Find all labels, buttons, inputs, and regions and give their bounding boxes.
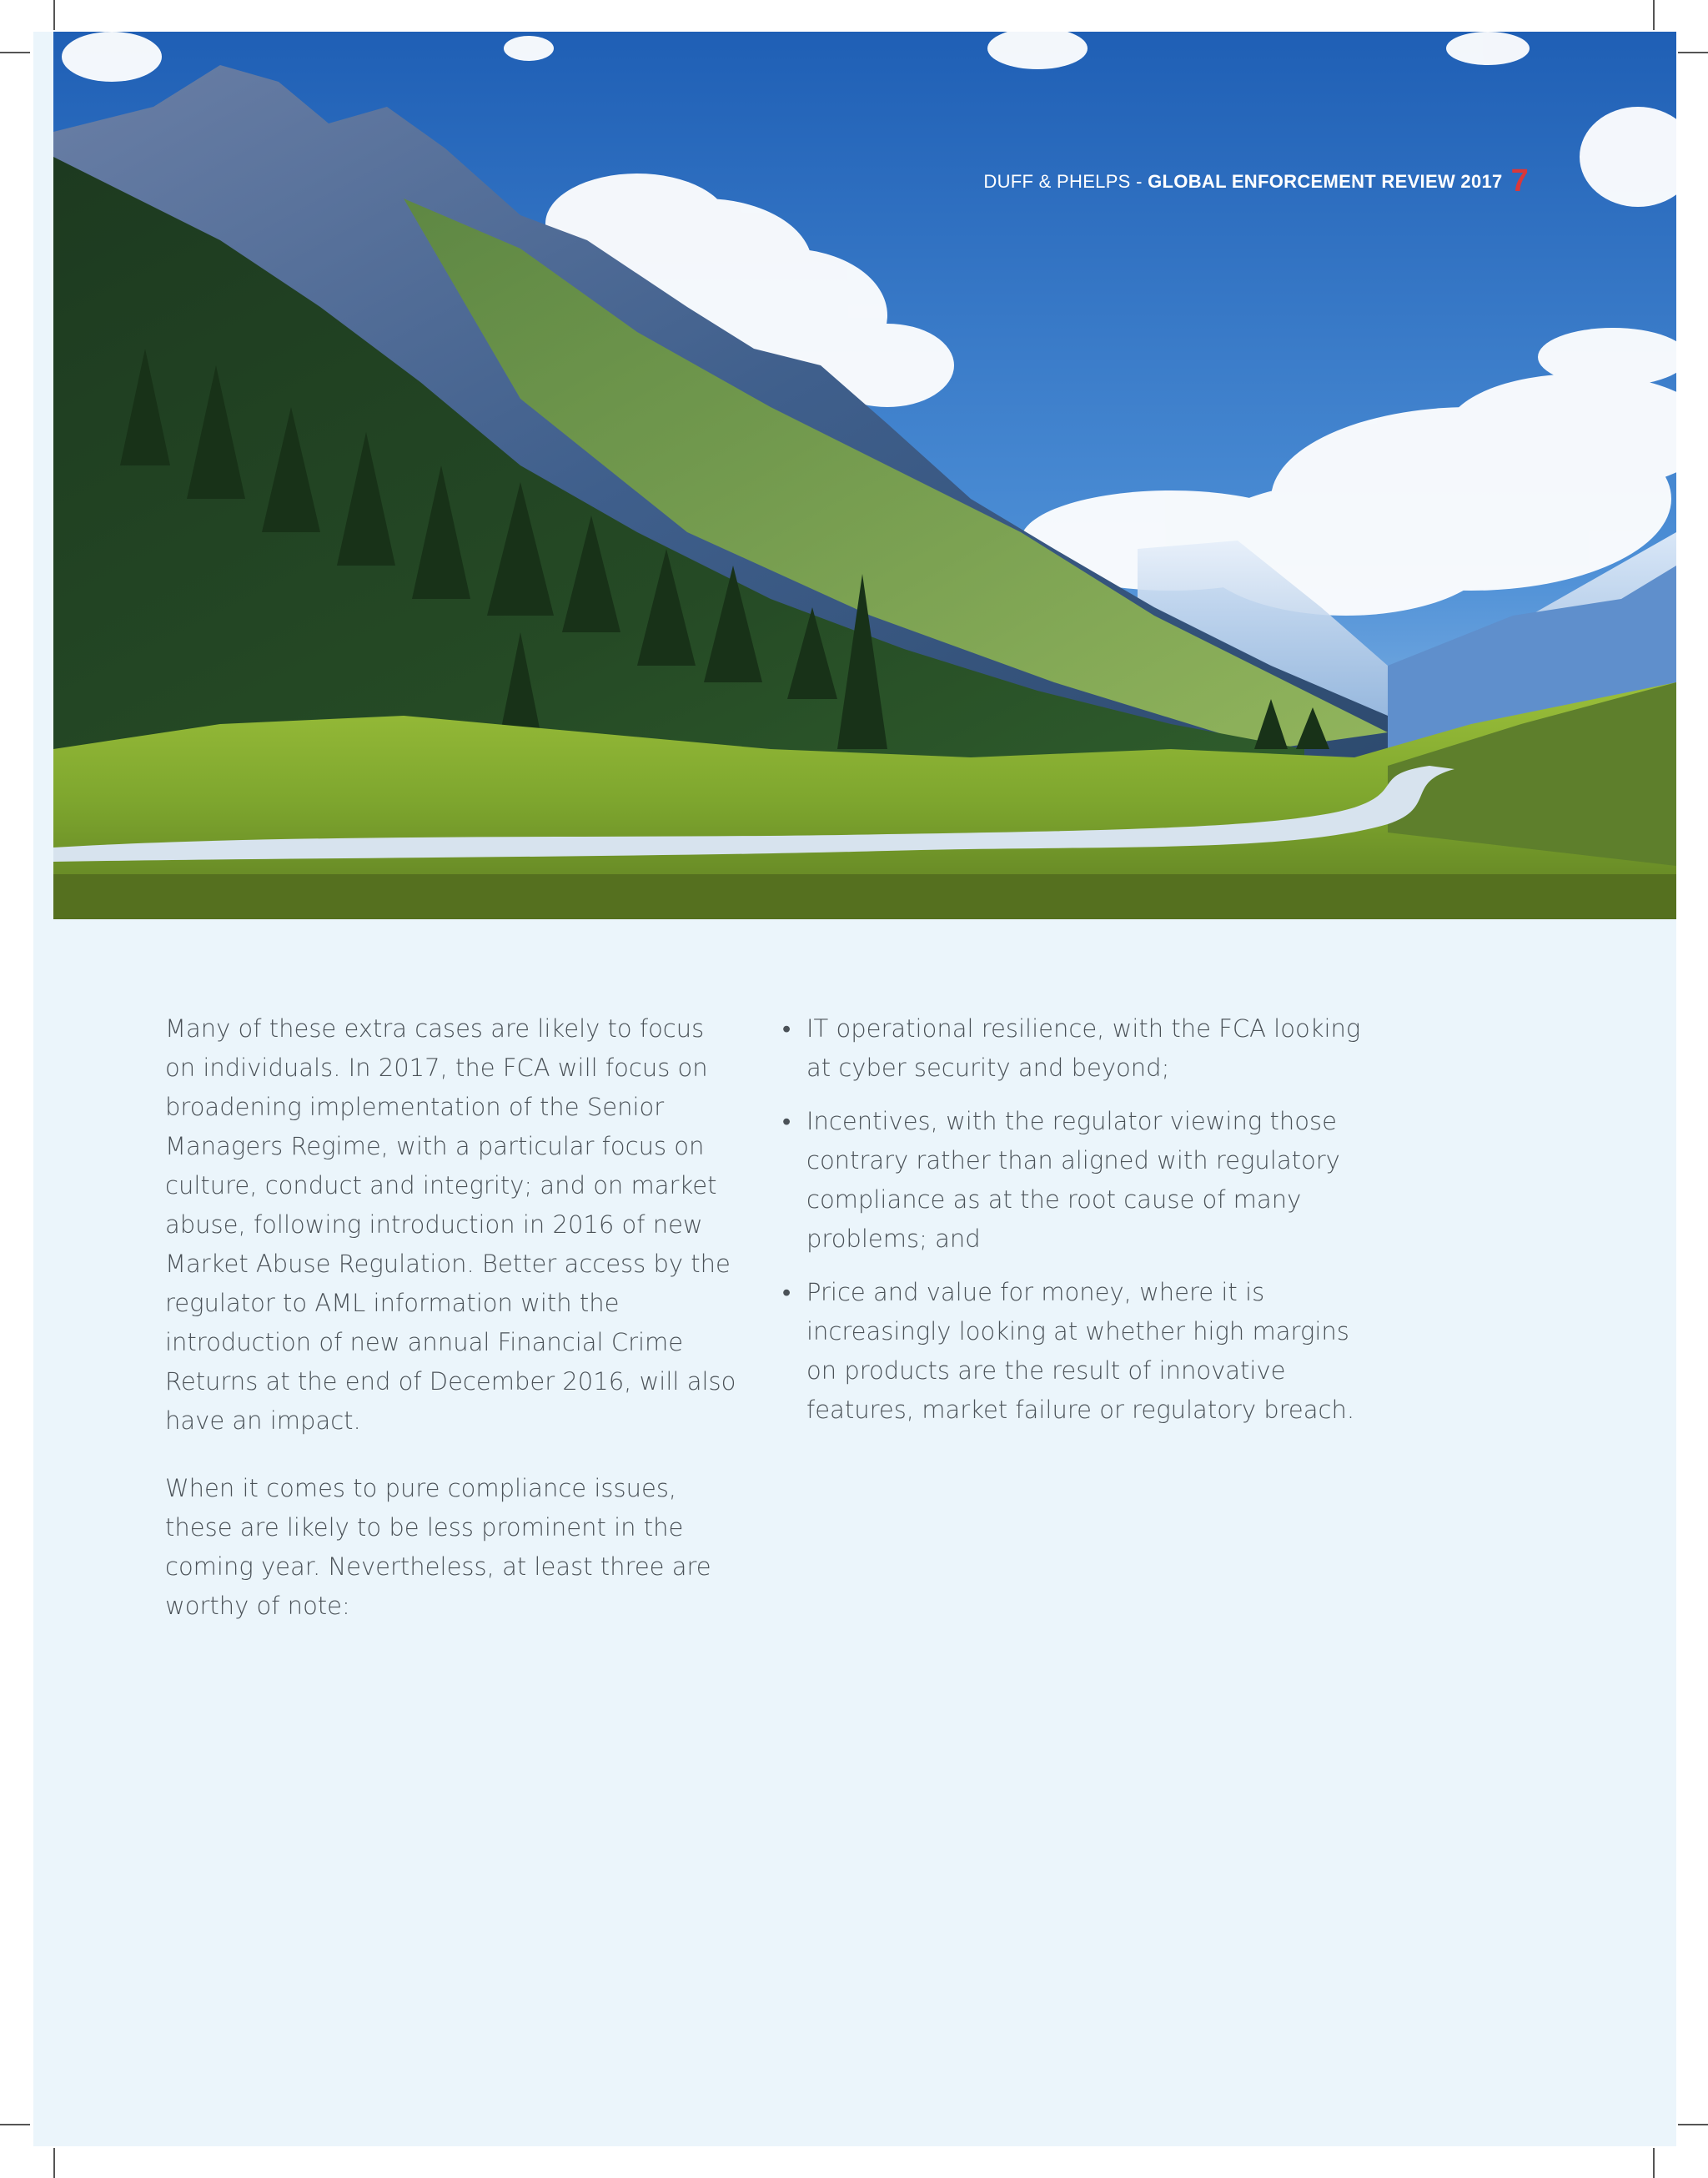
bullet-icon: • [782,1014,791,1043]
crop-mark [0,2124,30,2125]
crop-mark [1678,52,1708,53]
list-item [782,1102,1383,1259]
publication-title: GLOBAL ENFORCEMENT REVIEW 2017 [1148,171,1503,192]
crop-mark [1653,0,1655,30]
header-separator: - [1130,171,1148,192]
left-column [165,1009,741,1654]
brand-name: DUFF & PHELPS [983,171,1131,192]
page-number: 7 [1510,163,1529,199]
crop-mark [1653,2148,1655,2178]
list-item-text: Price and value for money, where it is increasingly looking at whether high margins on products are the result of innovative features, market failure or regulatory breach. [806,1278,1355,1424]
bullet-icon: • [782,1278,791,1306]
running-head [983,163,1529,199]
body-paragraph: When it comes to pure compliance issues, these are likely to be less prominent in the coming year. Nevertheless, at least three are worthy of note: [165,1474,711,1620]
crop-mark [1678,2124,1708,2125]
list-item-text: IT operational resilience, with the FCA looking at cyber security and beyond; [806,1014,1361,1082]
crop-mark [53,0,55,30]
list-item [782,1009,1383,1088]
body-paragraph: Many of these extra cases are likely to focus on individuals. In 2017, the FCA will focus on broadening implementation of the Senior Managers Regime, with a particular focus on culture, conduct and integrity; and on market abuse, following introduction in 2016 of new Market Abuse Regulation. Better access by the regulator to AML information with the introduction of new annual Financial Crime Returns at the end of December 2016, will also have an impact. [165,1014,736,1435]
right-column [782,1009,1383,1444]
bullet-list [782,1009,1383,1430]
list-item-text: Incentives, with the regulator viewing those contrary rather than aligned with regulatory compliance as at the root cause of many problems; and [806,1107,1340,1253]
list-item [782,1273,1383,1430]
crop-mark [53,2148,55,2178]
bullet-icon: • [782,1107,791,1135]
crop-mark [0,52,30,53]
